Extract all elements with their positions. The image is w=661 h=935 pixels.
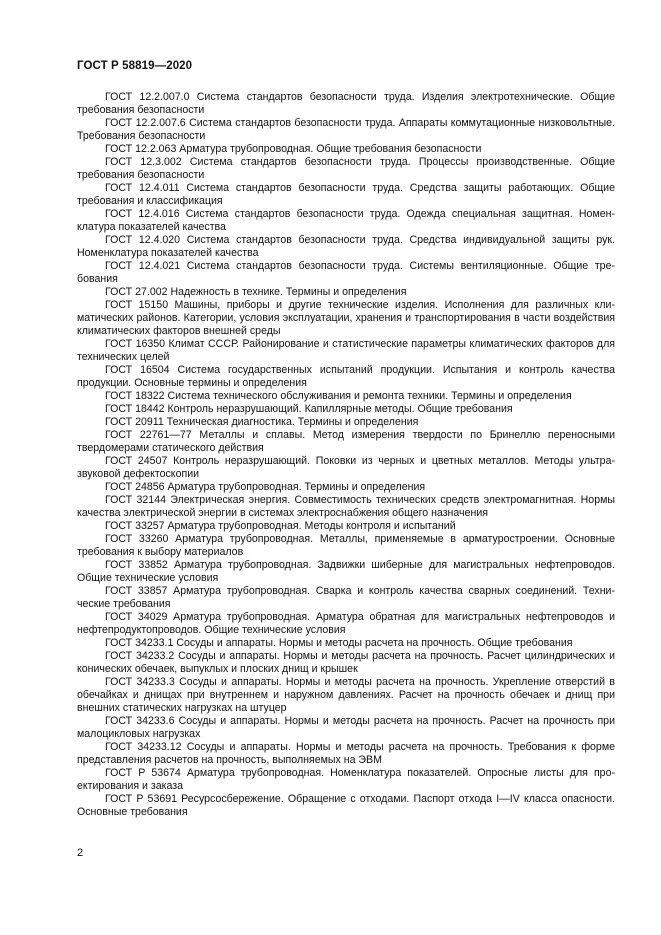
standard-reference-entry: ГОСТ Р 53674 Арматура трубопроводная. Номенклатура показателей. Опросные листы для проектирования и заказа [77, 767, 615, 792]
standards-list [77, 91, 615, 819]
standard-reference-entry: ГОСТ 34233.6 Сосуды и аппараты. Нормы и методы расчета на прочность. Расчет на прочность при малоцикловых нагрузках [77, 715, 615, 740]
standard-reference-entry: ГОСТ 12.4.020 Система стандартов безопасности труда. Средства индивидуальной защиты рук. Номенклатура показателей качества [77, 234, 615, 259]
standard-reference-entry: ГОСТ 33260 Арматура трубопроводная. Металлы, применяемые в арматуростроении. Основные требования к выбору материалов [77, 533, 615, 558]
standard-reference-entry: ГОСТ 34233.2 Сосуды и аппараты. Нормы и методы расчета на прочность. Расчет цилиндрических и конических обечаек, выпуклых и плоских днищ и крышек [77, 650, 615, 675]
standard-reference-entry: ГОСТ 12.2.063 Арматура трубопроводная. Общие требования безопасности [105, 143, 482, 155]
page-number: 2 [77, 847, 84, 859]
standard-reference-entry: ГОСТ 12.2.007.0 Система стандартов безопасности труда. Изделия электротехнические. Общие требования безопасности [77, 91, 615, 116]
standard-reference-entry: ГОСТ 34233.1 Сосуды и аппараты. Нормы и методы расчета на прочность. Общие требования [105, 637, 573, 649]
standard-reference-entry: ГОСТ 12.4.011 Система стандартов безопасности труда. Средства защиты работающих. Общие требования и классификация [77, 182, 615, 207]
standard-reference-entry: ГОСТ 27.002 Надежность в технике. Термины и определения [105, 286, 407, 298]
standard-reference-entry: ГОСТ 24507 Контроль неразрушающий. Поковки из черных и цветных металлов. Методы ультразвуковой дефектоскопии [77, 455, 615, 480]
standard-reference-entry: ГОСТ 18322 Система технического обслуживания и ремонта техники. Термины и определения [105, 390, 572, 402]
standard-reference-entry: ГОСТ 12.4.016 Система стандартов безопасности труда. Одежда специальная защитная. Номенклатура показателей качества [77, 208, 615, 233]
standard-reference-entry: ГОСТ 16504 Система государственных испытаний продукции. Испытания и контроль качества продукции. Основные термины и определения [77, 364, 615, 389]
standard-reference-entry: ГОСТ 33257 Арматура трубопроводная. Методы контроля и испытаний [105, 520, 456, 532]
standard-reference-entry: ГОСТ 12.4.021 Система стандартов безопасности труда. Системы вентиляционные. Общие требования [77, 260, 615, 285]
standard-reference-entry: ГОСТ Р 53691 Ресурсосбережение. Обращение с отходами. Паспорт отхода I—IV класса опасности. Основные требования [77, 793, 615, 818]
standard-reference-entry: ГОСТ 33852 Арматура трубопроводная. Задвижки шиберные для магистральных нефтепроводов. Общие технические условия [77, 559, 615, 584]
document-header: ГОСТ Р 58819—2020 [77, 60, 193, 72]
standard-reference-entry: ГОСТ 16350 Климат СССР. Районирование и статистические параметры климатических факторов для технических целей [77, 338, 615, 363]
standard-reference-entry: ГОСТ 18442 Контроль неразрушающий. Капиллярные методы. Общие требования [105, 403, 513, 415]
standard-reference-entry: ГОСТ 34029 Арматура трубопроводная. Арматура обратная для магистральных нефтепроводов и нефтепродуктопроводов. Общие технические условия [77, 611, 615, 636]
standard-reference-entry: ГОСТ 12.2.007.6 Система стандартов безопасности труда. Аппараты коммутационные низковольтные. Требования безопасности [77, 117, 615, 142]
standard-reference-entry: ГОСТ 24856 Арматура трубопроводная. Термины и определения [105, 481, 426, 493]
standard-reference-entry: ГОСТ 12.3.002 Система стандартов безопасности труда. Процессы производственные. Общие требования безопасности [77, 156, 615, 181]
standard-reference-entry: ГОСТ 34233.3 Сосуды и аппараты. Нормы и методы расчета на прочность. Укрепление отверстий в обечайках и днищах при внутреннем и наружном давлениях. Расчет на прочность обечаек и днищ при внешних статических нагрузках на штуцер [77, 676, 615, 714]
standard-reference-entry: ГОСТ 33857 Арматура трубопроводная. Сварка и контроль качества сварных соединений. Технические требования [77, 585, 615, 610]
standard-reference-entry: ГОСТ 34233.12 Сосуды и аппараты. Нормы и методы расчета на прочность. Требования к форме представления расчетов на прочность, выполняемых на ЭВМ [77, 741, 615, 766]
standard-reference-entry: ГОСТ 32144 Электрическая энергия. Совместимость технических средств электромагнитная. Нормы качества электрической энергии в системах электроснабжения общего назначения [77, 494, 615, 519]
standard-reference-entry: ГОСТ 20911 Техническая диагностика. Термины и определения [105, 416, 419, 428]
standard-reference-entry: ГОСТ 22761—77 Металлы и сплавы. Метод измерения твердости по Бринеллю переносными твердомерами статического действия [77, 429, 615, 454]
standard-reference-entry: ГОСТ 15150 Машины, приборы и другие технические изделия. Исполнения для различных климатических районов. Категории, условия эксплуатации, хранения и транспортирования в части воздействия климатических факторов внешней среды [77, 299, 615, 337]
